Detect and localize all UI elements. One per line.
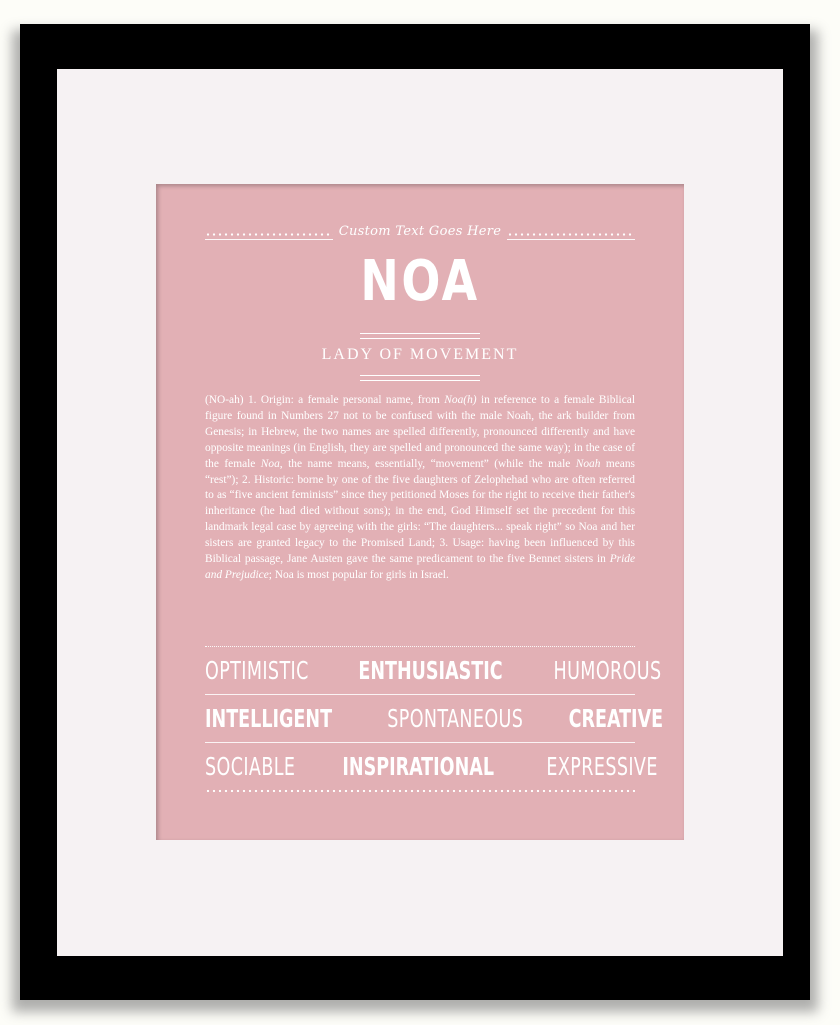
definition-text: , the name means, essentially, “movement” (while the male (279, 457, 576, 470)
trait-word: OPTIMISTIC (205, 656, 309, 685)
name-definition (205, 393, 635, 584)
definition-text: ; Noa is most popular for girls in Israel. (268, 568, 449, 581)
name-title: NOA (360, 249, 480, 314)
definition-italic: Pride and Prejudice (205, 553, 635, 581)
trait-word-emphasis: INTELLIGENT (205, 704, 333, 733)
trait-word-emphasis: ENTHUSIASTIC (358, 656, 503, 685)
custom-text: Custom Text Goes Here (338, 224, 502, 239)
trait-word: HUMOROUS (553, 656, 662, 685)
definition-italic: Noah (575, 457, 601, 470)
trait-row (205, 694, 664, 742)
definition-text: means “rest”); 2. Historic: borne by one of the five daughters of Zelophehad who are often referred to as “five ancient feminists” since they petitioned Moses for the right to receive their father's inheritance (he had died without sons); in the end, God Himself set the precedent for this landmark legal case by agreeing with the girls: “The daughters... speak right” so Noa and her sisters are granted legacy to the Promised Land; 3. Usage: having been influenced by this Biblical passage, Jane Austen gave the same predicament to the five Bennet sisters in (205, 457, 635, 566)
trait-row (205, 742, 659, 790)
double-rule-lower (360, 375, 480, 381)
trait-word-emphasis: INSPIRATIONAL (342, 752, 494, 781)
trait-row (205, 646, 662, 694)
bottom-dotted-rule (205, 789, 635, 793)
definition-italic: Noa (260, 457, 280, 470)
double-rule-upper (360, 333, 480, 339)
trait-word-emphasis: CREATIVE (569, 704, 664, 733)
right-dotted-rule (507, 233, 635, 240)
name-meaning: LADY OF MOVEMENT (321, 346, 519, 363)
trait-word: SPONTANEOUS (387, 704, 524, 733)
header-row (205, 224, 635, 246)
trait-word: EXPRESSIVE (546, 752, 659, 781)
definition-text: in reference to a female Biblical figure found in Numbers 27 not to be confused with the male Noah, the ark builder from Genesis; in Hebrew, the two names are spelled differently, pronounced differently and have opposite meanings (in English, they are spelled and pronounced the same way); in the case of the female (205, 394, 635, 470)
trait-word: SOCIABLE (205, 752, 296, 781)
definition-italic: Noa(h) (444, 394, 477, 406)
traits-block (205, 646, 664, 790)
name-art-print (156, 184, 684, 840)
definition-text: (NO-ah) 1. Origin: a female personal name, from (205, 394, 445, 406)
